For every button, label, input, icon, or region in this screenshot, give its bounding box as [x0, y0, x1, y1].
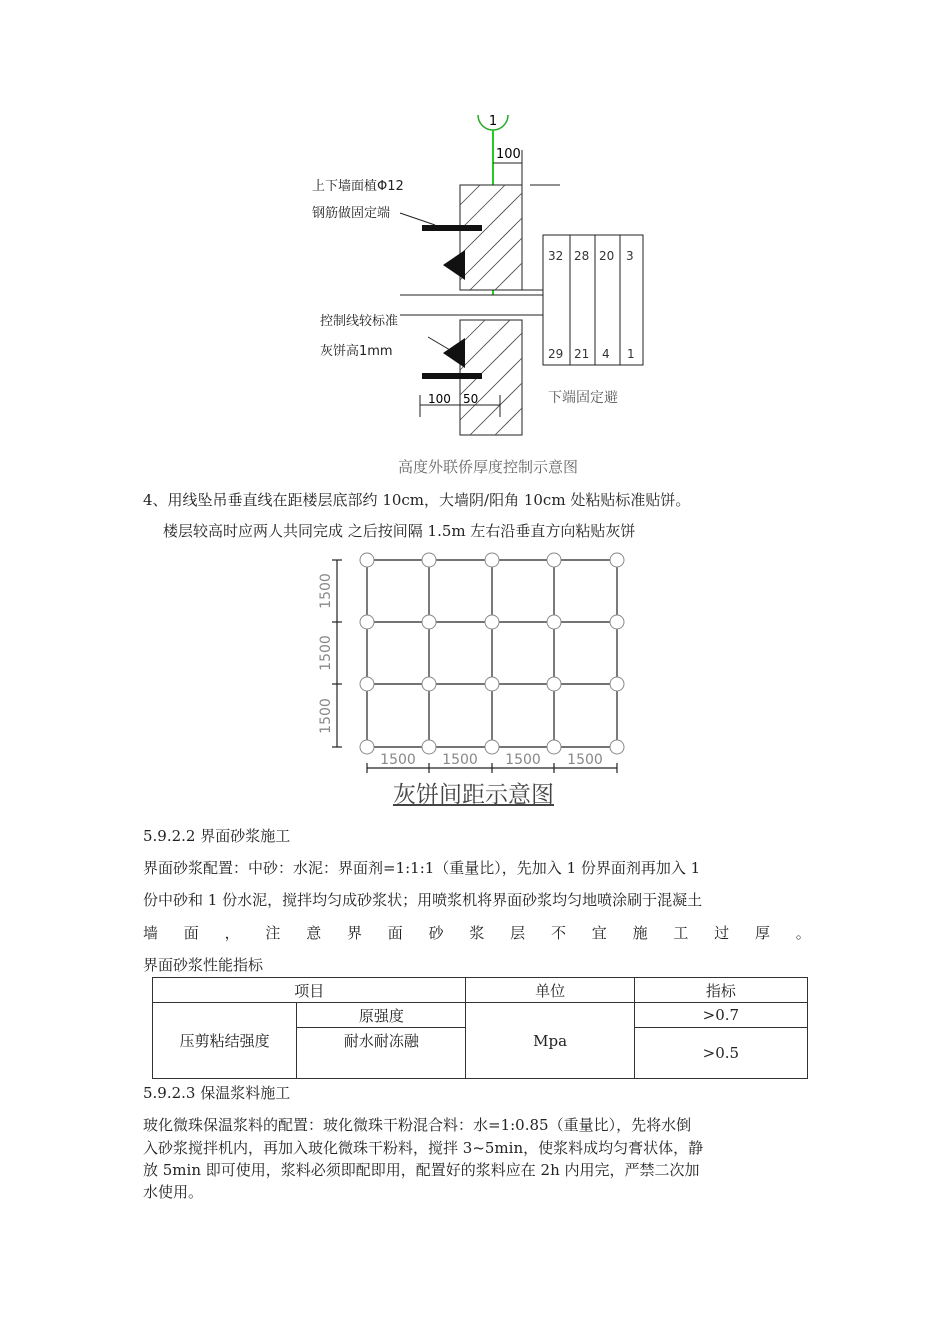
table-top-cell: 28	[574, 249, 590, 263]
section-5923-line-3: 放 5min 即可使用，浆料必须即配即用，配置好的浆料应在 2h 内用完，严禁二次加	[143, 1161, 700, 1179]
section-5923-line-4: 水使用。	[143, 1183, 204, 1201]
paragraph-4-line-1: 4、用线坠吊垂直线在距楼层底部约 10cm，大墙阴/阳角 10cm 处粘贴标准贴饼。	[143, 491, 691, 509]
table-bottom-cell: 21	[574, 347, 590, 361]
vertical-dim-label: 1500	[318, 698, 334, 734]
performance-table	[152, 977, 808, 1079]
label-control-2: 灰饼高1mm	[320, 344, 393, 359]
section-5922-line-1: 界面砂浆配置：中砂：水泥：界面剂=1:1:1（重量比），先加入 1 份界面剂再加入 1	[143, 859, 701, 877]
section-5922-line-2: 份中砂和 1 份水泥，搅拌均匀成砂浆状；用喷浆机将界面砂浆均匀地喷涂刷于混凝土	[143, 891, 703, 909]
header-index: 指标	[634, 978, 807, 1003]
axis-marker: 1	[488, 114, 498, 129]
table-bottom-cell: 29	[548, 347, 564, 361]
row-item: 原强度	[297, 1003, 466, 1028]
horizontal-dim-label: 1500	[505, 752, 541, 768]
figure-1-caption: 高度外联侨厚度控制示意图	[398, 458, 579, 476]
label-control-1: 控制线较标准	[320, 314, 399, 329]
table-caption: 下端固定避	[548, 390, 618, 406]
header-item: 项目	[153, 978, 466, 1003]
figure-thickness-control	[300, 105, 660, 450]
table-top-cell: 32	[548, 249, 564, 263]
table-top-cell: 20	[599, 249, 615, 263]
section-5923-line-1: 玻化微珠保温浆料的配置：玻化微珠干粉混合料：水=1:0.85（重量比），先将水倒	[143, 1116, 692, 1134]
spacing-grid-diagram	[310, 550, 640, 775]
dim-top: 100	[496, 147, 521, 162]
dim-bottom-a: 100	[428, 392, 451, 406]
horizontal-dim-label: 1500	[442, 752, 478, 768]
figure-spacing-grid	[310, 550, 640, 775]
table-bottom-cell: 4	[602, 347, 610, 361]
horizontal-dim-label: 1500	[380, 752, 416, 768]
figure-2-caption: 灰饼间距示意图	[393, 782, 554, 808]
section-5922-heading: 5.9.2.2 界面砂浆施工	[143, 827, 291, 845]
row-value: >0.5	[634, 1028, 807, 1079]
vertical-dim-label: 1500	[318, 635, 334, 671]
paragraph-4-line-2: 楼层较高时应两人共同完成 之后按间隔 1.5m 左右沿垂直方向粘贴灰饼	[163, 522, 636, 540]
row-item: 耐水耐冻融	[297, 1028, 466, 1079]
table-top-cell: 3	[626, 249, 634, 263]
horizontal-dim-label: 1500	[567, 752, 603, 768]
group-label: 压剪粘结强度	[153, 1003, 297, 1079]
header-unit: 单位	[466, 978, 634, 1003]
dim-bottom-b: 50	[463, 392, 479, 406]
section-5922-line-3: 墙 面 ， 注 意 界 面 砂 浆 层 不 宜 施 工 过 厚 。	[143, 924, 811, 942]
label-anchor-1: 上下墙面植Φ12	[312, 179, 404, 194]
table-bottom-cell: 1	[627, 347, 635, 361]
section-5923-heading: 5.9.2.3 保温浆料施工	[143, 1084, 291, 1102]
table-title: 界面砂浆性能指标	[143, 956, 264, 974]
table-row	[153, 1003, 808, 1028]
table-header-row	[153, 978, 808, 1003]
row-value: >0.7	[634, 1003, 807, 1028]
vertical-dim-label: 1500	[318, 573, 334, 609]
section-5923-line-2: 入砂浆搅拌机内，再加入玻化微珠干粉料，搅拌 3~5min，使浆料成均匀膏状体，静	[143, 1139, 704, 1157]
unit-cell: Mpa	[466, 1003, 634, 1079]
label-anchor-2: 钢筋做固定端	[312, 206, 391, 221]
